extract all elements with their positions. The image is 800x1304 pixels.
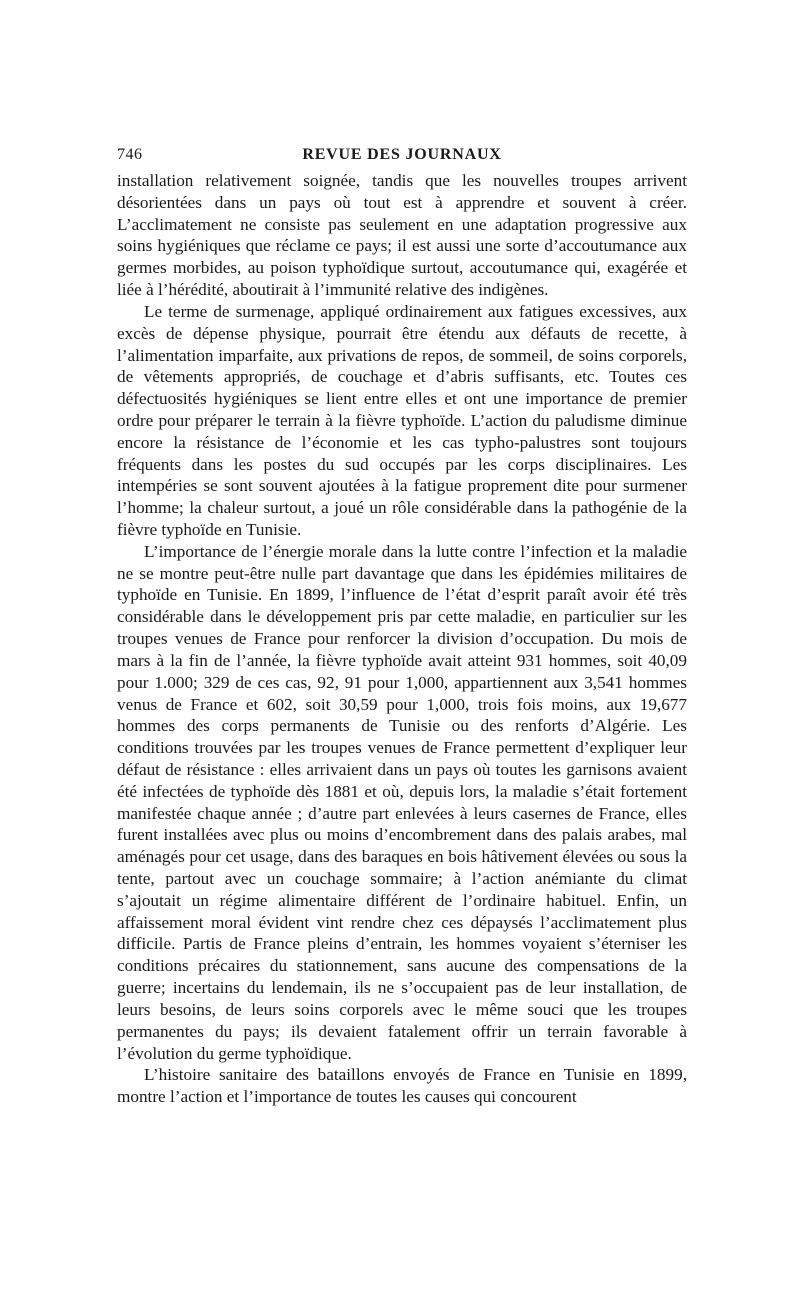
running-head: REVUE DES JOURNAUX — [302, 146, 502, 163]
paragraph-histoire-sanitaire: L’histoire sanitaire des bataillons envoyés de France en Tunisie en 1899, montre l’action et l’importance de toutes les causes qui concourent — [117, 1065, 687, 1107]
document-page — [117, 142, 687, 1108]
page-header — [117, 142, 687, 168]
article-body — [117, 170, 687, 1108]
paragraph-continuation: installation relativement soignée, tandis que les nouvelles troupes arrivent désorientées dans un pays où tout est à apprendre et souvent à créer. L’acclimatement ne consiste pas seulement en une adaptation progressive aux soins hygiéniques que réclame ce pays; il est aussi une sorte d’accoutumance aux germes morbides, au poison typhoïdique surtout, accoutumance qui, exagérée et liée à l’hérédité, aboutirait à l’immunité relative des indigènes. — [117, 171, 687, 300]
paragraph-energie-morale: L’importance de l’énergie morale dans la lutte contre l’infection et la maladie ne se montre peut-être nulle part davantage que dans les épidémies militaires de typhoïde en Tunisie. En 1899, l’influence de l’état d’esprit paraît avoir été très considérable dans le développement pris par cette maladie, en particulier sur les troupes venues de France pour renforcer la division d’occupation. Du mois de mars à la fin de l’année, la fièvre typhoïde avait atteint 931 hommes, soit 40,09 pour 1.000; 329 de ces cas, 92, 91 pour 1,000, appartiennent aux 3,541 hommes venus de France et 602, soit 30,59 pour 1,000, trois fois moins, aux 19,677 hommes des corps permanents de Tunisie ou des renforts d’Algérie. Les conditions trouvées par les troupes venues de France permettent d’expliquer leur défaut de résistance : elles arrivaient dans un pays où toutes les garnisons avaient été infectées de typhoïde dès 1881 et où, depuis lors, la maladie s’était fortement manifestée chaque année ; d’autre part enlevées à leurs casernes de France, elles furent installées avec plus ou moins d’encombrement dans des palais arabes, mal aménagés pour cet usage, dans des baraques en bois hâtivement élevées ou sous la tente, partout avec un couchage sommaire; à l’action anémiante du climat s’ajoutait un régime alimentaire différent de l’ordinaire habituel. Enfin, un affaissement moral évident vint rendre chez ces dépaysés l’acclimatement plus difficile. Partis de France pleins d’entrain, les hommes voyaient s’éterniser les conditions précaires du stationnement, sans aucune des compensations de la guerre; incertains du lendemain, ils ne s’occupaient pas de leur installation, de leurs besoins, de leurs soins corporels avec le même souci que les troupes permanentes du pays; ils devaient fatalement offrir un terrain favorable à l’évolution du germe typhoïdique. — [117, 541, 687, 1063]
paragraph-surmenage: Le terme de surmenage, appliqué ordinairement aux fatigues excessives, aux excès de dépense physique, pourrait être étendu aux défauts de recette, à l’alimentation imparfaite, aux privations de repos, de sommeil, de soins corporels, de vêtements appropriés, de couchage et d’abris suffisants, etc. Toutes ces défectuosités hygiéniques se lient entre elles et ont une importance de premier ordre pour préparer le terrain à la fièvre typhoïde. L’action du paludisme diminue encore la résistance de l’économie et les cas typho-palustres sont toujours fréquents dans les postes du sud occupés par les corps disciplinaires. Les intempéries se sont souvent ajoutées à la fatigue proprement dite pour surmener l’homme; la chaleur surtout, a joué un rôle considérable dans la pathogénie de la fièvre typhoïde en Tunisie. — [117, 301, 687, 539]
page-number: 746 — [117, 146, 143, 163]
